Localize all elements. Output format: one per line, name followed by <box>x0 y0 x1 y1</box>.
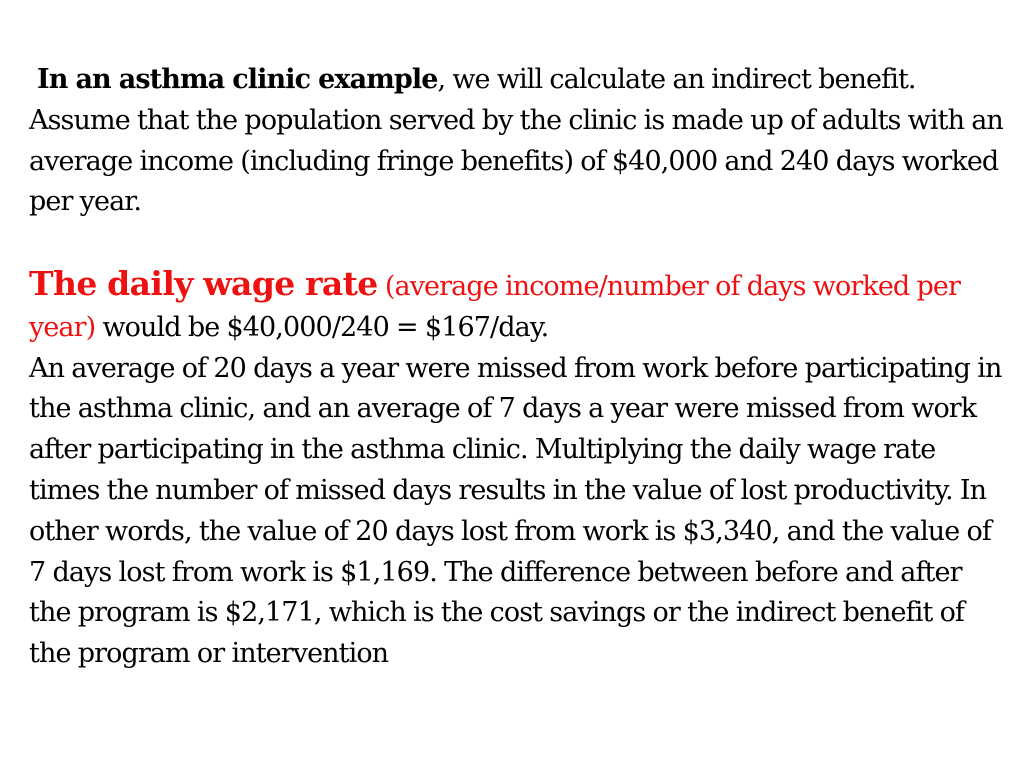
wage-paragraph <box>29 264 1004 349</box>
wage-formula-label: (average income/number of days worked per year) <box>29 270 960 343</box>
wage-heading: The daily wage rate <box>29 263 378 303</box>
intro-bold-lead: In an asthma clinic example <box>37 64 438 95</box>
intro-paragraph <box>29 60 1004 223</box>
paragraph-spacer <box>29 223 1004 264</box>
wage-result: would be $40,000/240 = $167/day. <box>95 311 549 343</box>
explanation-paragraph: An average of 20 days a year were missed from work before participating in the asthma clinic, and an average of 7 days a year were missed from work after participating in the asthma clinic. Multiplying the daily wage rate times the number of missed days results in the value of lost productivity. In other words, the value of 20 days lost from work is $3,340, and the value of 7 days lost from work is $1,169. The difference between before and after the program is $2,171, which is the cost savings or the indirect benefit of the program or intervention <box>29 352 1002 670</box>
intro-text: , we will calculate an indirect benefit. Assume that the population served by the clinic is made up of adults with an average income (including fringe benefits) of $40,000 and 240 days worked per year. <box>29 64 1003 218</box>
slide-body <box>29 60 1004 675</box>
